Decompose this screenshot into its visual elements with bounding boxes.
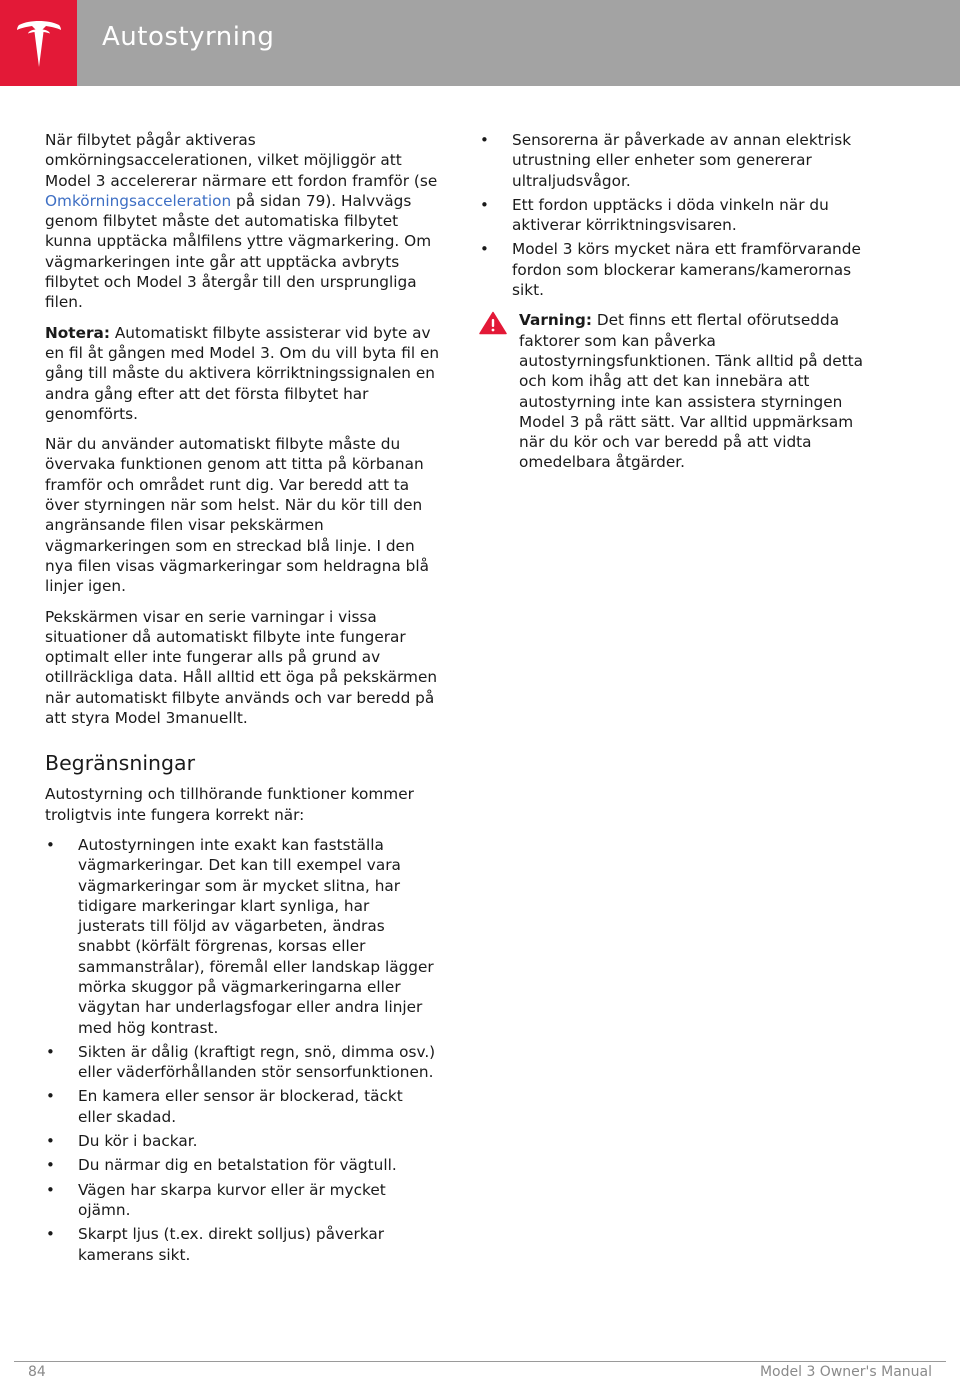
bullet-icon: •: [46, 1156, 55, 1175]
list-item-text: Vägen har skarpa kurvor eller är mycket ojämn.: [78, 1180, 386, 1219]
limitations-list: [45, 835, 440, 1265]
bullet-icon: •: [480, 195, 489, 214]
right-column: [479, 130, 869, 473]
footer-divider: [14, 1361, 946, 1362]
paragraph-monitoring: När du använder automatiskt filbyte måste du övervaka funktionen genom att titta på körbanan framför och området runt dig. Var beredd att ta över styrningen när som helst. När du kör till den angränsande filen visar pekskärmen vägmarkeringen som en streckad blå linje. I den nya filen visas vägmarkeringar som heldragna blå linjer igen.: [45, 435, 430, 596]
bullet-icon: •: [46, 1180, 55, 1199]
list-item-text: Autostyrningen inte exakt kan fastställa vägmarkeringar. Det kan till exempel vara vägmarkeringar som är mycket slitna, har tidigare markeringar klart synliga, har justerats till följd av vägarbeten, ändras snabbt (körfält förgrenas, korsas eller sammanstrålar), föremål eller landskap lägger mörka skuggor på vägmarkeringarna eller vägytan har underlagsfogar eller andra linjer med hög kontrast.: [78, 835, 434, 1037]
list-item-text: Model 3 körs mycket nära ett framförvarande fordon som blockerar kamerans/kamerornas sikt.: [512, 240, 861, 300]
manual-title: Model 3 Owner's Manual: [759, 1364, 932, 1380]
list-item: [479, 239, 869, 300]
limitations-list-continued: [479, 130, 869, 300]
list-item-text: Ett fordon upptäcks i döda vinkeln när du aktiverar körriktningsvisaren.: [512, 195, 829, 235]
section-intro: Autostyrning och tillhörande funktioner kommer troligtvis inte fungera korrekt när:: [45, 785, 414, 824]
note-text: Automatiskt filbyte assisterar vid byte av en fil åt gången med Model 3. Om du vill byta fil en gång till måste du aktivera körriktningssignalen en andra gång efter att det första filbytet har genomförts.: [45, 323, 440, 423]
list-item-text: Skarpt ljus (t.ex. direkt solljus) påverkar kamerans sikt.: [78, 1225, 385, 1264]
list-item-text: Sikten är dålig (kraftigt regn, snö, dimma osv.) eller väderförhållanden stör sensorfunktionen.: [78, 1042, 436, 1082]
page-number: 84: [28, 1364, 46, 1380]
warning-triangle-icon: [479, 311, 507, 335]
paragraph-text: När filbytet pågår aktiveras omkörningsaccelerationen, vilket möjliggör att Model 3 accelererar närmare ett fordon framför (se: [45, 131, 438, 190]
bullet-icon: •: [46, 1087, 55, 1106]
bullet-icon: •: [46, 835, 55, 854]
bullet-icon: •: [46, 1042, 55, 1061]
list-item: [45, 1155, 440, 1175]
note-paragraph: [45, 323, 440, 424]
list-item: [479, 195, 869, 236]
tesla-logo-icon: [15, 17, 63, 69]
list-item-text: En kamera eller sensor är blockerad, täckt eller skadad.: [78, 1087, 403, 1126]
list-item-text: Du kör i backar.: [78, 1132, 198, 1151]
list-item: [45, 1224, 440, 1265]
warning-callout: [479, 310, 869, 472]
list-item: [45, 1042, 440, 1083]
list-item: [479, 130, 869, 191]
warning-text: Det finns ett flertal oförutsedda faktorer som kan påverka autostyrningsfunktionen. Tänk alltid på detta och kom ihåg att det kan innebära att autostyrning inte kan assistera styrningen Model 3 på rätt sätt. Var alltid uppmärksam när du kör och var beredd på att vidta omedelbara åtgärder.: [519, 311, 864, 472]
list-item-text: Du närmar dig en betalstation för vägtull.: [78, 1156, 397, 1175]
paragraph-text: på sidan 79). Halvvägs genom filbytet måste det automatiska filbytet kunna upptäcka målfilens yttre vägmarkering. Om vägmarkeringen inte går att upptäcka avbryts filbytet och Model 3 återgår till den ursprungliga filen.: [45, 191, 432, 312]
bullet-icon: •: [46, 1225, 55, 1244]
paragraph-lane-change: [45, 130, 440, 313]
bullet-icon: •: [480, 240, 489, 259]
header-bar: [77, 0, 960, 86]
brand-logo-box: [0, 0, 77, 86]
note-label: Notera:: [45, 323, 110, 342]
section-heading-limitations: Begränsningar: [45, 751, 196, 776]
page-title: Autostyrning: [102, 22, 275, 52]
bullet-icon: •: [480, 131, 489, 149]
warning-paragraph: [519, 310, 869, 472]
list-item-text: Sensorerna är påverkade av annan elektrisk utrustning eller enheter som genererar ultraljudsvågor.: [512, 131, 852, 190]
list-item: [45, 835, 440, 1038]
list-item: [45, 1180, 440, 1221]
left-column: [45, 130, 440, 1269]
paragraph-warnings: Pekskärmen visar en serie varningar i vissa situationer då automatiskt filbyte inte fungerar optimalt eller inte fungerar alls på grund av otillräckliga data. Håll alltid ett öga på pekskärmen när automatiskt filbyte används och var beredd på att styra Model 3manuellt.: [45, 607, 438, 728]
warning-label: Varning:: [519, 311, 592, 330]
bullet-icon: •: [46, 1132, 55, 1151]
list-item: [45, 1086, 440, 1127]
list-item: [45, 1131, 440, 1151]
link-omkorningsacceleration[interactable]: Omkörningsacceleration: [45, 191, 232, 210]
